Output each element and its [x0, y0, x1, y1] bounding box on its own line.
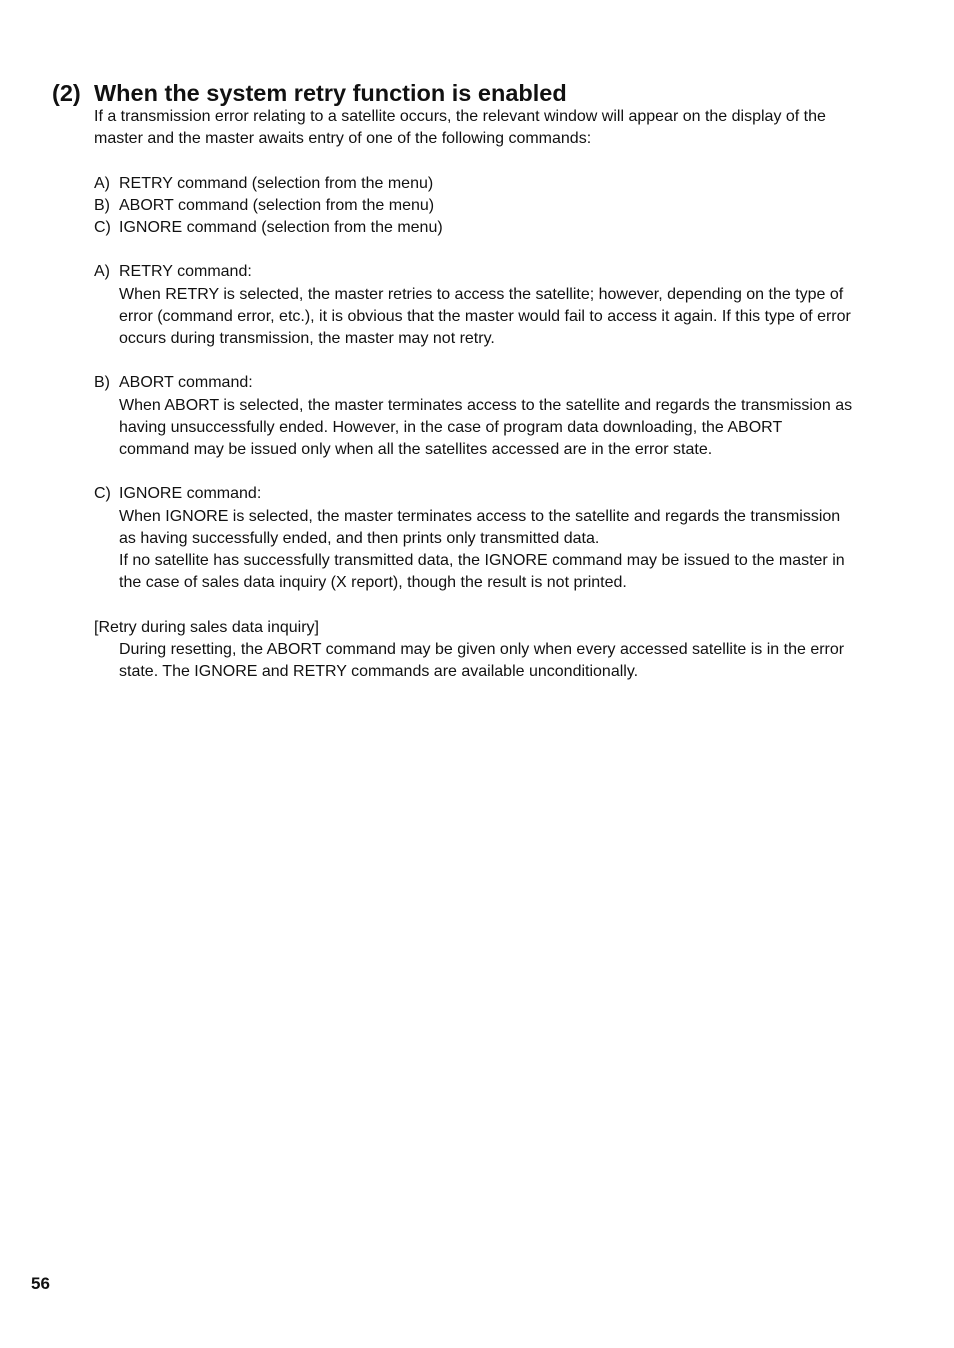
command-label: B) [94, 374, 110, 392]
list-item-text: IGNORE command (selection from the menu) [119, 219, 443, 236]
command-heading [94, 483, 854, 505]
command-description: When ABORT is selected, the master terminates access to the satellite and regards the transmission as having unsuccessfully ended. However, in the case of program data downloading, the ABORT command may be issued only when all the satellites accessed are in the error state. [119, 396, 853, 458]
section-heading [52, 79, 567, 107]
list-item [94, 217, 854, 239]
command-description: When RETRY is selected, the master retries to access the satellite; however, depending on the type of error (command error, etc.), it is obvious that the master would fail to access it again. If this type of error occurs during transmission, the master may not retry. [119, 285, 851, 347]
command-title: RETRY command: [119, 263, 252, 281]
list-item-text: ABORT command (selection from the menu) [119, 196, 435, 214]
list-item-text: RETRY command (selection from the menu) [119, 174, 434, 192]
command-description: When IGNORE is selected, the master terminates access to the satellite and regards the transmission as having successfully ended, and then prints only transmitted data. [119, 507, 841, 547]
intro-paragraph: If a transmission error relating to a satellite occurs, the relevant window will appear on the display of the master and the master awaits entry of one of the following commands: [94, 108, 826, 148]
section-body [94, 106, 854, 683]
command-label: A) [94, 263, 110, 281]
retry-note-text: During resetting, the ABORT command may be given only when every accessed satellite is in the error state. The IGNORE and RETRY commands are available unconditionally. [119, 640, 845, 680]
retry-note-section [94, 617, 854, 684]
command-label: C) [94, 485, 111, 503]
retry-note-heading: [Retry during sales data inquiry] [94, 618, 319, 636]
list-item-label: C) [94, 219, 111, 236]
list-item [94, 173, 854, 195]
page-number: 56 [31, 1274, 50, 1293]
command-title: IGNORE command: [119, 485, 262, 503]
command-title: ABORT command: [119, 374, 253, 392]
abort-command-section [94, 372, 854, 461]
retry-command-section [94, 261, 854, 350]
ignore-command-section [94, 483, 854, 594]
section-number: (2) [52, 80, 81, 106]
command-description: If no satellite has successfully transmitted data, the IGNORE command may be issued to the master in the case of sales data inquiry (X report), though the result is not printed. [119, 552, 845, 592]
command-heading [94, 261, 854, 283]
command-heading [94, 372, 854, 394]
list-item-label: A) [94, 174, 110, 192]
section-title: When the system retry function is enabled [94, 80, 567, 106]
command-menu-list [94, 173, 854, 240]
list-item [94, 195, 854, 217]
list-item-label: B) [94, 196, 110, 214]
